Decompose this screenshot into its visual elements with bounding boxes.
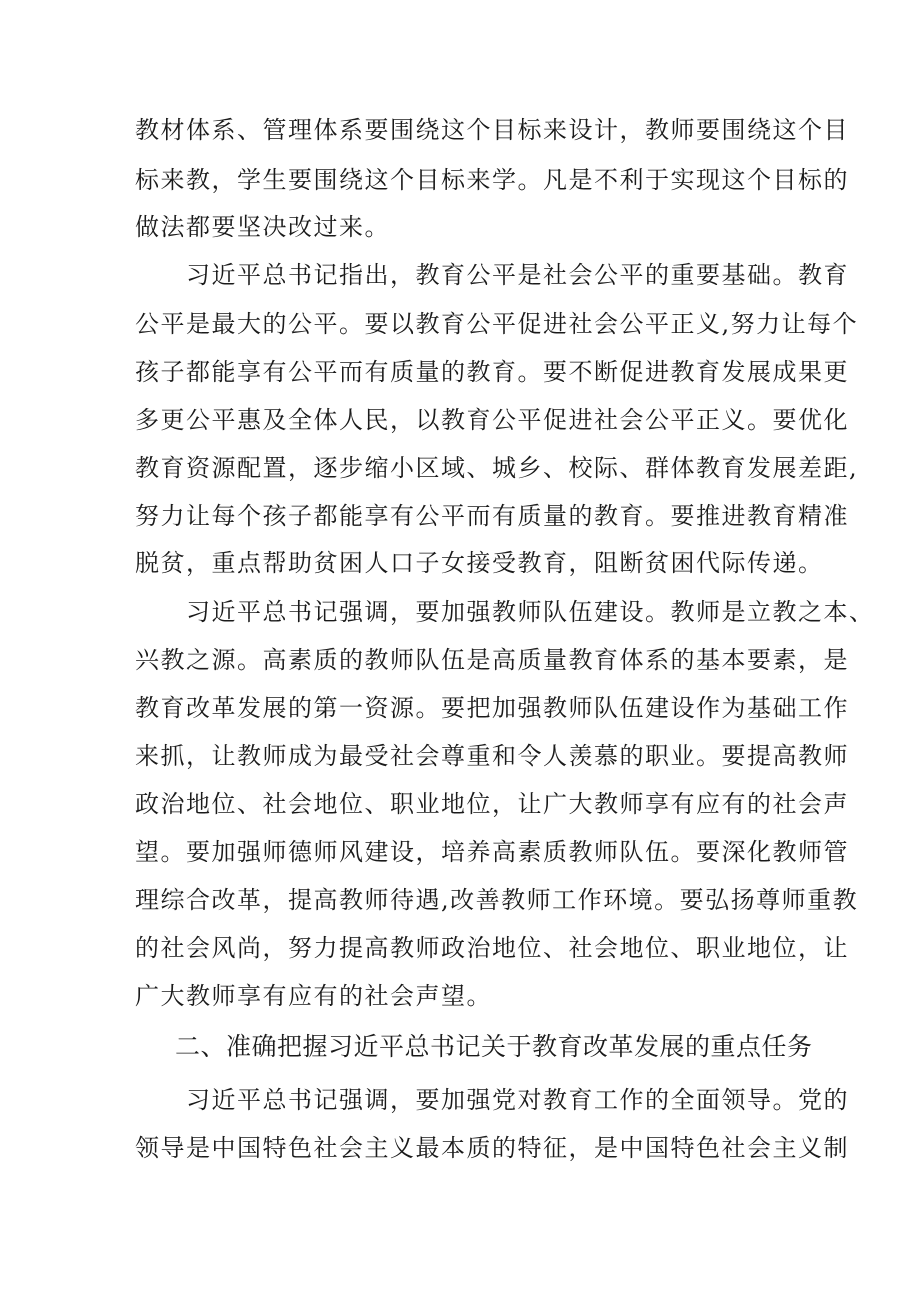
paragraph-3-line-3: 教育改革发展的第一资源。要把加强教师队伍建设作为基础工作	[135, 694, 849, 722]
paragraph-4-line-1: 习近平总书记强调，要加强党对教育工作的全面领导。党的	[186, 1086, 849, 1114]
paragraph-2-line-1: 习近平总书记指出，教育公平是社会公平的重要基础。教育	[186, 261, 849, 289]
paragraph-4-line-2: 领导是中国特色社会主义最本质的特征，是中国特色社会主义制	[135, 1134, 849, 1162]
paragraph-3-line-9: 广大教师享有应有的社会声望。	[135, 982, 492, 1010]
paragraph-3-line-1: 习近平总书记强调，要加强教师队伍建设。教师是立教之本、	[186, 598, 875, 626]
paragraph-3-line-4: 来抓，让教师成为最受社会尊重和令人羡慕的职业。要提高教师	[135, 742, 849, 770]
paragraph-3-line-5: 政治地位、社会地位、职业地位，让广大教师享有应有的社会声	[135, 790, 849, 818]
paragraph-2-line-3: 孩子都能享有公平而有质量的教育。要不断促进教育发展成果更	[135, 358, 849, 386]
section-heading: 二、准确把握习近平总书记关于教育改革发展的重点任务	[175, 1032, 813, 1061]
paragraph-2-line-2: 公平是最大的公平。要以教育公平促进社会公平正义,努力让每个	[135, 310, 859, 338]
paragraph-2-line-4: 多更公平惠及全体人民，以教育公平促进社会公平正义。要优化	[135, 406, 849, 434]
paragraph-1-line-1: 教材体系、管理体系要围绕这个目标来设计，教师要围绕这个目	[135, 116, 849, 144]
paragraph-2-line-6: 努力让每个孩子都能享有公平而有质量的教育。要推进教育精准	[135, 502, 849, 530]
paragraph-3-line-8: 的社会风尚，努力提高教师政治地位、社会地位、职业地位，让	[135, 934, 849, 962]
paragraph-2-line-7: 脱贫，重点帮助贫困人口子女接受教育，阻断贫困代际传递。	[135, 549, 824, 577]
paragraph-1-line-3: 做法都要坚决改过来。	[135, 213, 390, 241]
paragraph-3-line-2: 兴教之源。高素质的教师队伍是高质量教育体系的基本要素，是	[135, 646, 849, 674]
paragraph-1-line-2: 标来教，学生要围绕这个目标来学。凡是不利于实现这个目标的	[135, 166, 849, 194]
paragraph-3-line-7: 理综合改革，提高教师待遇,改善教师工作环境。要弘扬尊师重教	[135, 886, 859, 914]
paragraph-2-line-5: 教育资源配置，逐步缩小区域、城乡、校际、群体教育发展差距,	[135, 454, 859, 482]
paragraph-3-line-6: 望。要加强师德师风建设，培养高素质教师队伍。要深化教师管	[135, 838, 849, 866]
